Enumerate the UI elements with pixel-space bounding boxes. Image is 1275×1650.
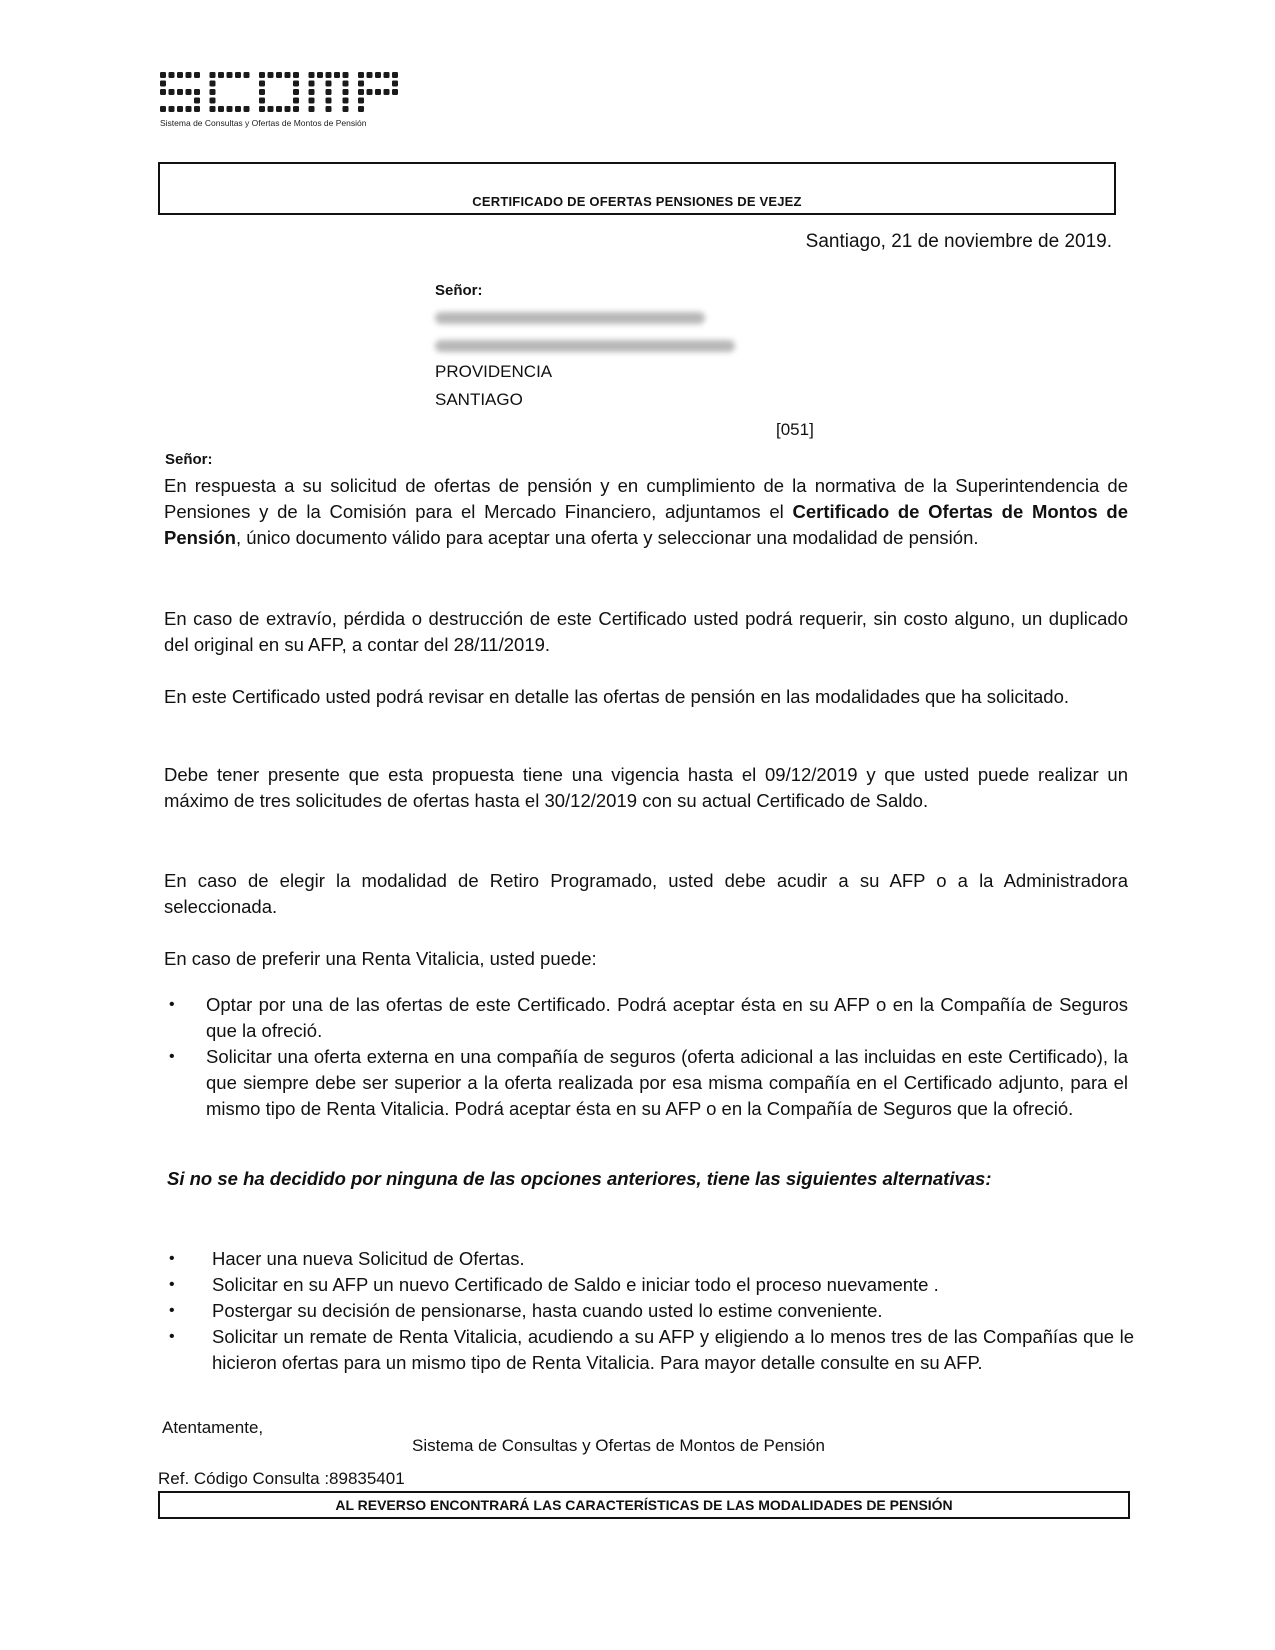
list-item — [164, 1272, 1134, 1298]
list-item — [164, 1324, 1134, 1376]
address-label: Señor: — [435, 282, 483, 299]
address-code: [051] — [776, 420, 814, 439]
list-item-text: Solicitar una oferta externa en una compañía de seguros (oferta adicional a las incluidas en este Certificado), la que siempre debe ser superior a la oferta realizada por esa misma compañía en el Certificado adjunto, para el mismo tipo de Renta Vitalicia. Podrá aceptar ésta en su AFP o en la Compañía de Seguros que la ofreció. — [206, 1046, 1128, 1119]
document-title: CERTIFICADO DE OFERTAS PENSIONES DE VEJEZ — [472, 194, 802, 209]
address-comuna: PROVIDENCIA — [435, 362, 553, 381]
options-list — [164, 992, 1128, 1122]
redacted-name — [435, 312, 705, 324]
list-item — [164, 992, 1128, 1044]
address-city: SANTIAGO — [435, 390, 523, 409]
list-item-text: Hacer una nueva Solicitud de Ofertas. — [212, 1248, 525, 1269]
paragraph-text: , único documento válido para aceptar una oferta y seleccionar una modalidad de pensión. — [235, 527, 979, 548]
paragraph-duplicate: En caso de extravío, pérdida o destrucción de este Certificado usted podrá requerir, sin costo alguno, un duplicado del original en su AFP, a contar del 28/11/2019. — [164, 608, 1128, 655]
title-box — [158, 162, 1116, 215]
list-item — [164, 1044, 1128, 1122]
alternatives-list — [164, 1246, 1134, 1376]
list-item-text: Postergar su decisión de pensionarse, hasta cuando usted lo estime conveniente. — [212, 1300, 883, 1321]
paragraph-review: En este Certificado usted podrá revisar en detalle las ofertas de pensión en las modalidades que ha solicitado. — [164, 686, 1070, 707]
logo-lettering — [160, 72, 398, 112]
date-line: Santiago, 21 de noviembre de 2019. — [805, 231, 1112, 252]
paragraph-retiro-programado: En caso de elegir la modalidad de Retiro Programado, usted debe acudir a su AFP o a la Administradora seleccionada. — [164, 870, 1128, 917]
scomp-logo-dots — [160, 72, 400, 116]
greeting: Señor: — [165, 451, 213, 468]
paragraph-text: En respuesta a su solicitud de ofertas de pensión y en cumplimiento de la normativa de la Superintendencia de Pensiones y de la Comisión para el Mercado Financiero, adjuntamos el — [164, 475, 1128, 522]
certificate-name: Certificado de Ofertas de Montos de Pensión — [164, 501, 1129, 548]
paragraph-renta-vitalicia: En caso de preferir una Renta Vitalicia, usted puede: — [164, 948, 597, 969]
closing: Atentamente, — [162, 1418, 264, 1437]
list-item — [164, 1246, 1134, 1272]
bullet: • — [169, 1250, 175, 1267]
scomp-logo — [160, 72, 410, 132]
paragraph-validity: Debe tener presente que esta propuesta tiene una vigencia hasta el 09/12/2019 y que usted puede realizar un máximo de tres solicitudes de ofertas hasta el 30/12/2019 con su actual Certificado de Saldo. — [164, 764, 1128, 811]
bullet: • — [169, 1302, 175, 1319]
redacted-street — [435, 340, 735, 352]
bullet: • — [169, 1276, 175, 1293]
sender: Sistema de Consultas y Ofertas de Montos de Pensión — [412, 1436, 825, 1455]
bullet: • — [169, 1048, 175, 1065]
list-item-text: Optar por una de las ofertas de este Certificado. Podrá aceptar ésta en su AFP o en la Compañía de Seguros que la ofreció. — [206, 994, 1128, 1041]
logo-subtitle: Sistema de Consultas y Ofertas de Montos de Pensión — [160, 118, 367, 128]
list-item-text: Solicitar en su AFP un nuevo Certificado de Saldo e iniciar todo el proceso nuevamente . — [212, 1274, 939, 1295]
paragraph-response — [164, 473, 1128, 551]
reference-code: Ref. Código Consulta :89835401 — [158, 1469, 405, 1488]
alternatives-heading: Si no se ha decidido por ninguna de las opciones anteriores, tiene las siguientes alternativas: — [167, 1168, 992, 1189]
list-item — [164, 1298, 1134, 1324]
bullet: • — [169, 996, 175, 1013]
footer-note: AL REVERSO ENCONTRARÁ LAS CARACTERÍSTICAS DE LAS MODALIDADES DE PENSIÓN — [158, 1491, 1130, 1519]
bullet: • — [169, 1328, 175, 1345]
list-item-text: Solicitar un remate de Renta Vitalicia, acudiendo a su AFP y eligiendo a lo menos tres de las Compañías que le hicieron ofertas para un mismo tipo de Renta Vitalicia. Para mayor detalle consulte en su AFP. — [212, 1326, 1134, 1373]
